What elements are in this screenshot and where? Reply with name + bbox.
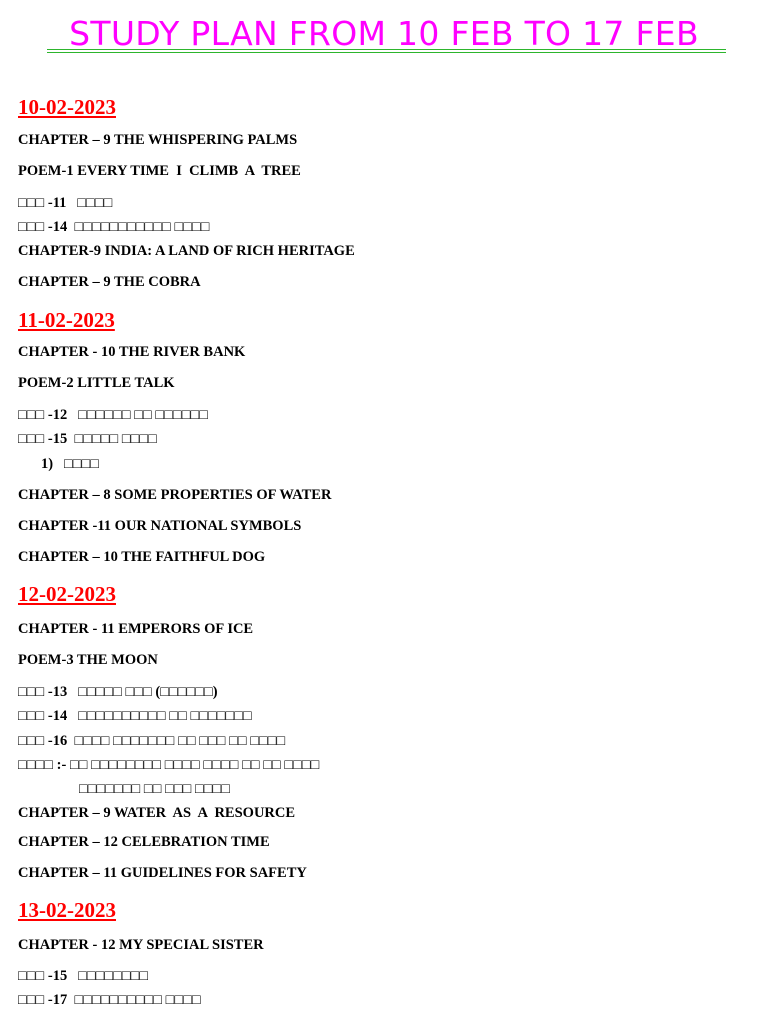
plan-item: □□□ -12 □□□□□□ □□ □□□□□□ [18, 407, 208, 423]
plan-item: POEM-3 THE MOON [18, 652, 158, 668]
plan-item: CHAPTER – 11 GUIDELINES FOR SAFETY [18, 865, 307, 881]
plan-item: □□□ -15 □□□□□ □□□□ [18, 431, 157, 447]
plan-item: □□□ -14 □□□□□□□□□□□ □□□□ [18, 219, 210, 235]
plan-item: □□□ -13 □□□□□ □□□ (□□□□□□) [18, 684, 218, 700]
plan-item: CHAPTER – 8 SOME PROPERTIES OF WATER [18, 487, 332, 503]
plan-item: □□□ -11 □□□□ [18, 195, 113, 211]
plan-item: □□□□ :- □□ □□□□□□□□ □□□□ □□□□ □□ □□ □□□□ [18, 757, 320, 773]
plan-item: CHAPTER - 10 THE RIVER BANK [18, 344, 246, 360]
plan-item: POEM-2 LITTLE TALK [18, 375, 175, 391]
date-heading: 11-02-2023 [18, 308, 115, 332]
plan-item: □□□ -16 □□□□ □□□□□□□ □□ □□□ □□ □□□□ [18, 733, 286, 749]
plan-item: □□□ -14 □□□□□□□□□□ □□ □□□□□□□ [18, 708, 252, 724]
plan-item: POEM-1 EVERY TIME I CLIMB A TREE [18, 163, 301, 179]
plan-item: CHAPTER – 9 THE WHISPERING PALMS [18, 132, 298, 148]
plan-item: CHAPTER – 10 THE FAITHFUL DOG [18, 549, 266, 565]
plan-item: CHAPTER – 9 THE COBRA [18, 274, 201, 290]
date-heading: 13-02-2023 [18, 898, 116, 922]
plan-item: CHAPTER – 12 CELEBRATION TIME [18, 834, 270, 850]
plan-item: CHAPTER -11 OUR NATIONAL SYMBOLS [18, 518, 302, 534]
plan-item: CHAPTER – 9 WATER AS A RESOURCE [18, 805, 296, 821]
plan-item: □□□ -17 □□□□□□□□□□ □□□□ [18, 992, 201, 1008]
date-heading: 12-02-2023 [18, 582, 116, 606]
page-title: STUDY PLAN FROM 10 FEB TO 17 FEB [69, 14, 699, 53]
plan-item: □□□ -15 □□□□□□□□ [18, 968, 149, 984]
plan-item: CHAPTER - 12 MY SPECIAL SISTER [18, 937, 264, 953]
plan-item-continuation: □□□□□□□ □□ □□□ □□□□ [79, 781, 231, 797]
list-number: 1) [41, 456, 54, 472]
plan-item: CHAPTER-9 INDIA: A LAND OF RICH HERITAGE [18, 243, 355, 259]
plan-item: CHAPTER - 11 EMPERORS OF ICE [18, 621, 254, 637]
list-item: □□□□ [64, 456, 100, 472]
date-heading: 10-02-2023 [18, 95, 116, 119]
title-double-underline [47, 49, 726, 53]
